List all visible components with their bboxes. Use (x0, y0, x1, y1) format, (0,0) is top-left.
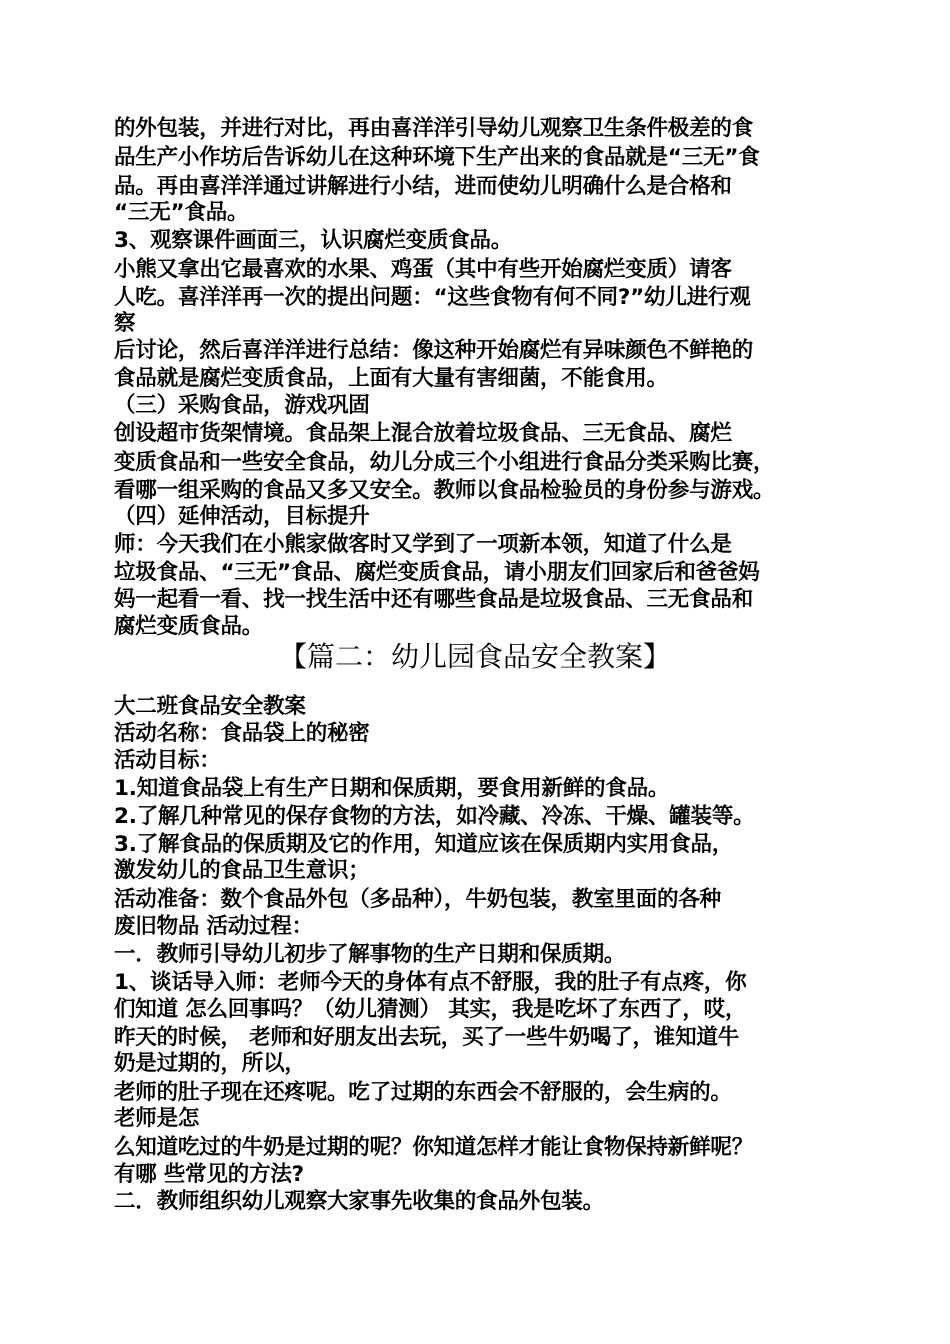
text-line: 活动准备：数个食品外包（多品种），牛奶包装，教室里面的各种 (114, 887, 721, 912)
text-line: 后讨论，然后喜洋洋进行总结：像这种开始腐烂有异味颜色不鲜艳的 (114, 338, 754, 363)
text-line: 废旧物品 活动过程： (114, 914, 313, 939)
text-line: 1.知道食品袋上有生产日期和保质期，要食用新鲜的食品。 (114, 776, 670, 801)
text-line: 活动名称：食品袋上的秘密 (114, 721, 370, 746)
text-line: 奶是过期的，所以， (114, 1051, 306, 1076)
text-line: 一．教师引导幼儿初步了解事物的生产日期和保质期。 (114, 942, 626, 967)
text-line: 有哪 些常见的方法? (114, 1162, 304, 1187)
text-line: 垃圾食品、“三无”食品、腐烂变质食品，请小朋友们回家后和爸爸妈 (114, 560, 760, 585)
text-line: 变质食品和一些安全食品，幼儿分成三个小组进行食品分类采购比赛， (114, 450, 775, 475)
text-line: 品生产小作坊后告诉幼儿在这种环境下生产出来的食品就是“三无”食 (114, 145, 760, 170)
text-line: 创设超市货架情境。食品架上混合放着垃圾食品、三无食品、腐烂 (114, 421, 732, 446)
text-line: 大二班食品安全教案 (114, 694, 306, 719)
text-line: 察 (114, 311, 136, 336)
text-line: 的外包装，并进行对比，再由喜洋洋引导幼儿观察卫生条件极差的食 (114, 116, 754, 141)
text-line: 小熊又拿出它最喜欢的水果、鸡蛋（其中有些开始腐烂变质）请客 (114, 257, 732, 282)
text-line: 活动目标： (114, 748, 221, 773)
text-line: “三无”食品。 (114, 200, 249, 225)
text-line: 老师是怎 (114, 1106, 200, 1131)
section-heading: 【篇二：幼儿园食品安全教案】 (278, 640, 671, 673)
text-line: （四）延伸活动，目标提升 (114, 504, 370, 529)
text-line: 食品就是腐烂变质食品，上面有大量有害细菌，不能食用。 (114, 366, 668, 391)
text-line: 么知道吃过的牛奶是过期的呢？你知道怎样才能让食物保持新鲜呢？ (114, 1135, 754, 1160)
text-line: 3.了解食品的保质期及它的作用，知道应该在保质期内实用食品， (114, 832, 734, 857)
text-line: 2.了解几种常见的保存食物的方法，如冷藏、冷冻、干燥、罐装等。 (114, 804, 755, 829)
text-line: 3、观察课件画面三，认识腐烂变质食品。 (114, 228, 513, 253)
text-line: 昨天的时候， 老师和好朋友出去玩，买了一些牛奶喝了，谁知道牛 (114, 1025, 739, 1050)
text-line: 看哪一组采购的食品又多又安全。教师以食品检验员的身份参与游戏。 (114, 478, 775, 503)
text-line: 人吃。喜洋洋再一次的提出问题：“这些食物有何不同?”幼儿进行观 (114, 285, 751, 310)
text-line: 腐烂变质食品。 (114, 614, 264, 639)
text-line: 妈一起看一看、找一找生活中还有哪些食品是垃圾食品、三无食品和 (114, 587, 754, 612)
text-line: 激发幼儿的食品卫生意识； (114, 858, 370, 883)
text-line: 品。再由喜洋洋通过讲解进行小结，进而使幼儿明确什么是合格和 (114, 174, 732, 199)
text-line: 老师的肚子现在还疼呢。吃了过期的东西会不舒服的，会生病的。 (114, 1080, 732, 1105)
text-line: 1、谈话导入师：老师今天的身体有点不舒服，我的肚子有点疼，你 (114, 970, 747, 995)
text-line: 们知道 怎么回事吗？（幼儿猜测） 其实，我是吃坏了东西了，哎， (114, 997, 747, 1022)
text-line: 师：今天我们在小熊家做客时又学到了一项新本领，知道了什么是 (114, 532, 732, 557)
text-line: 二．教师组织幼儿观察大家事先收集的食品外包装。 (114, 1189, 604, 1214)
text-line: （三）采购食品，游戏巩固 (114, 393, 370, 418)
